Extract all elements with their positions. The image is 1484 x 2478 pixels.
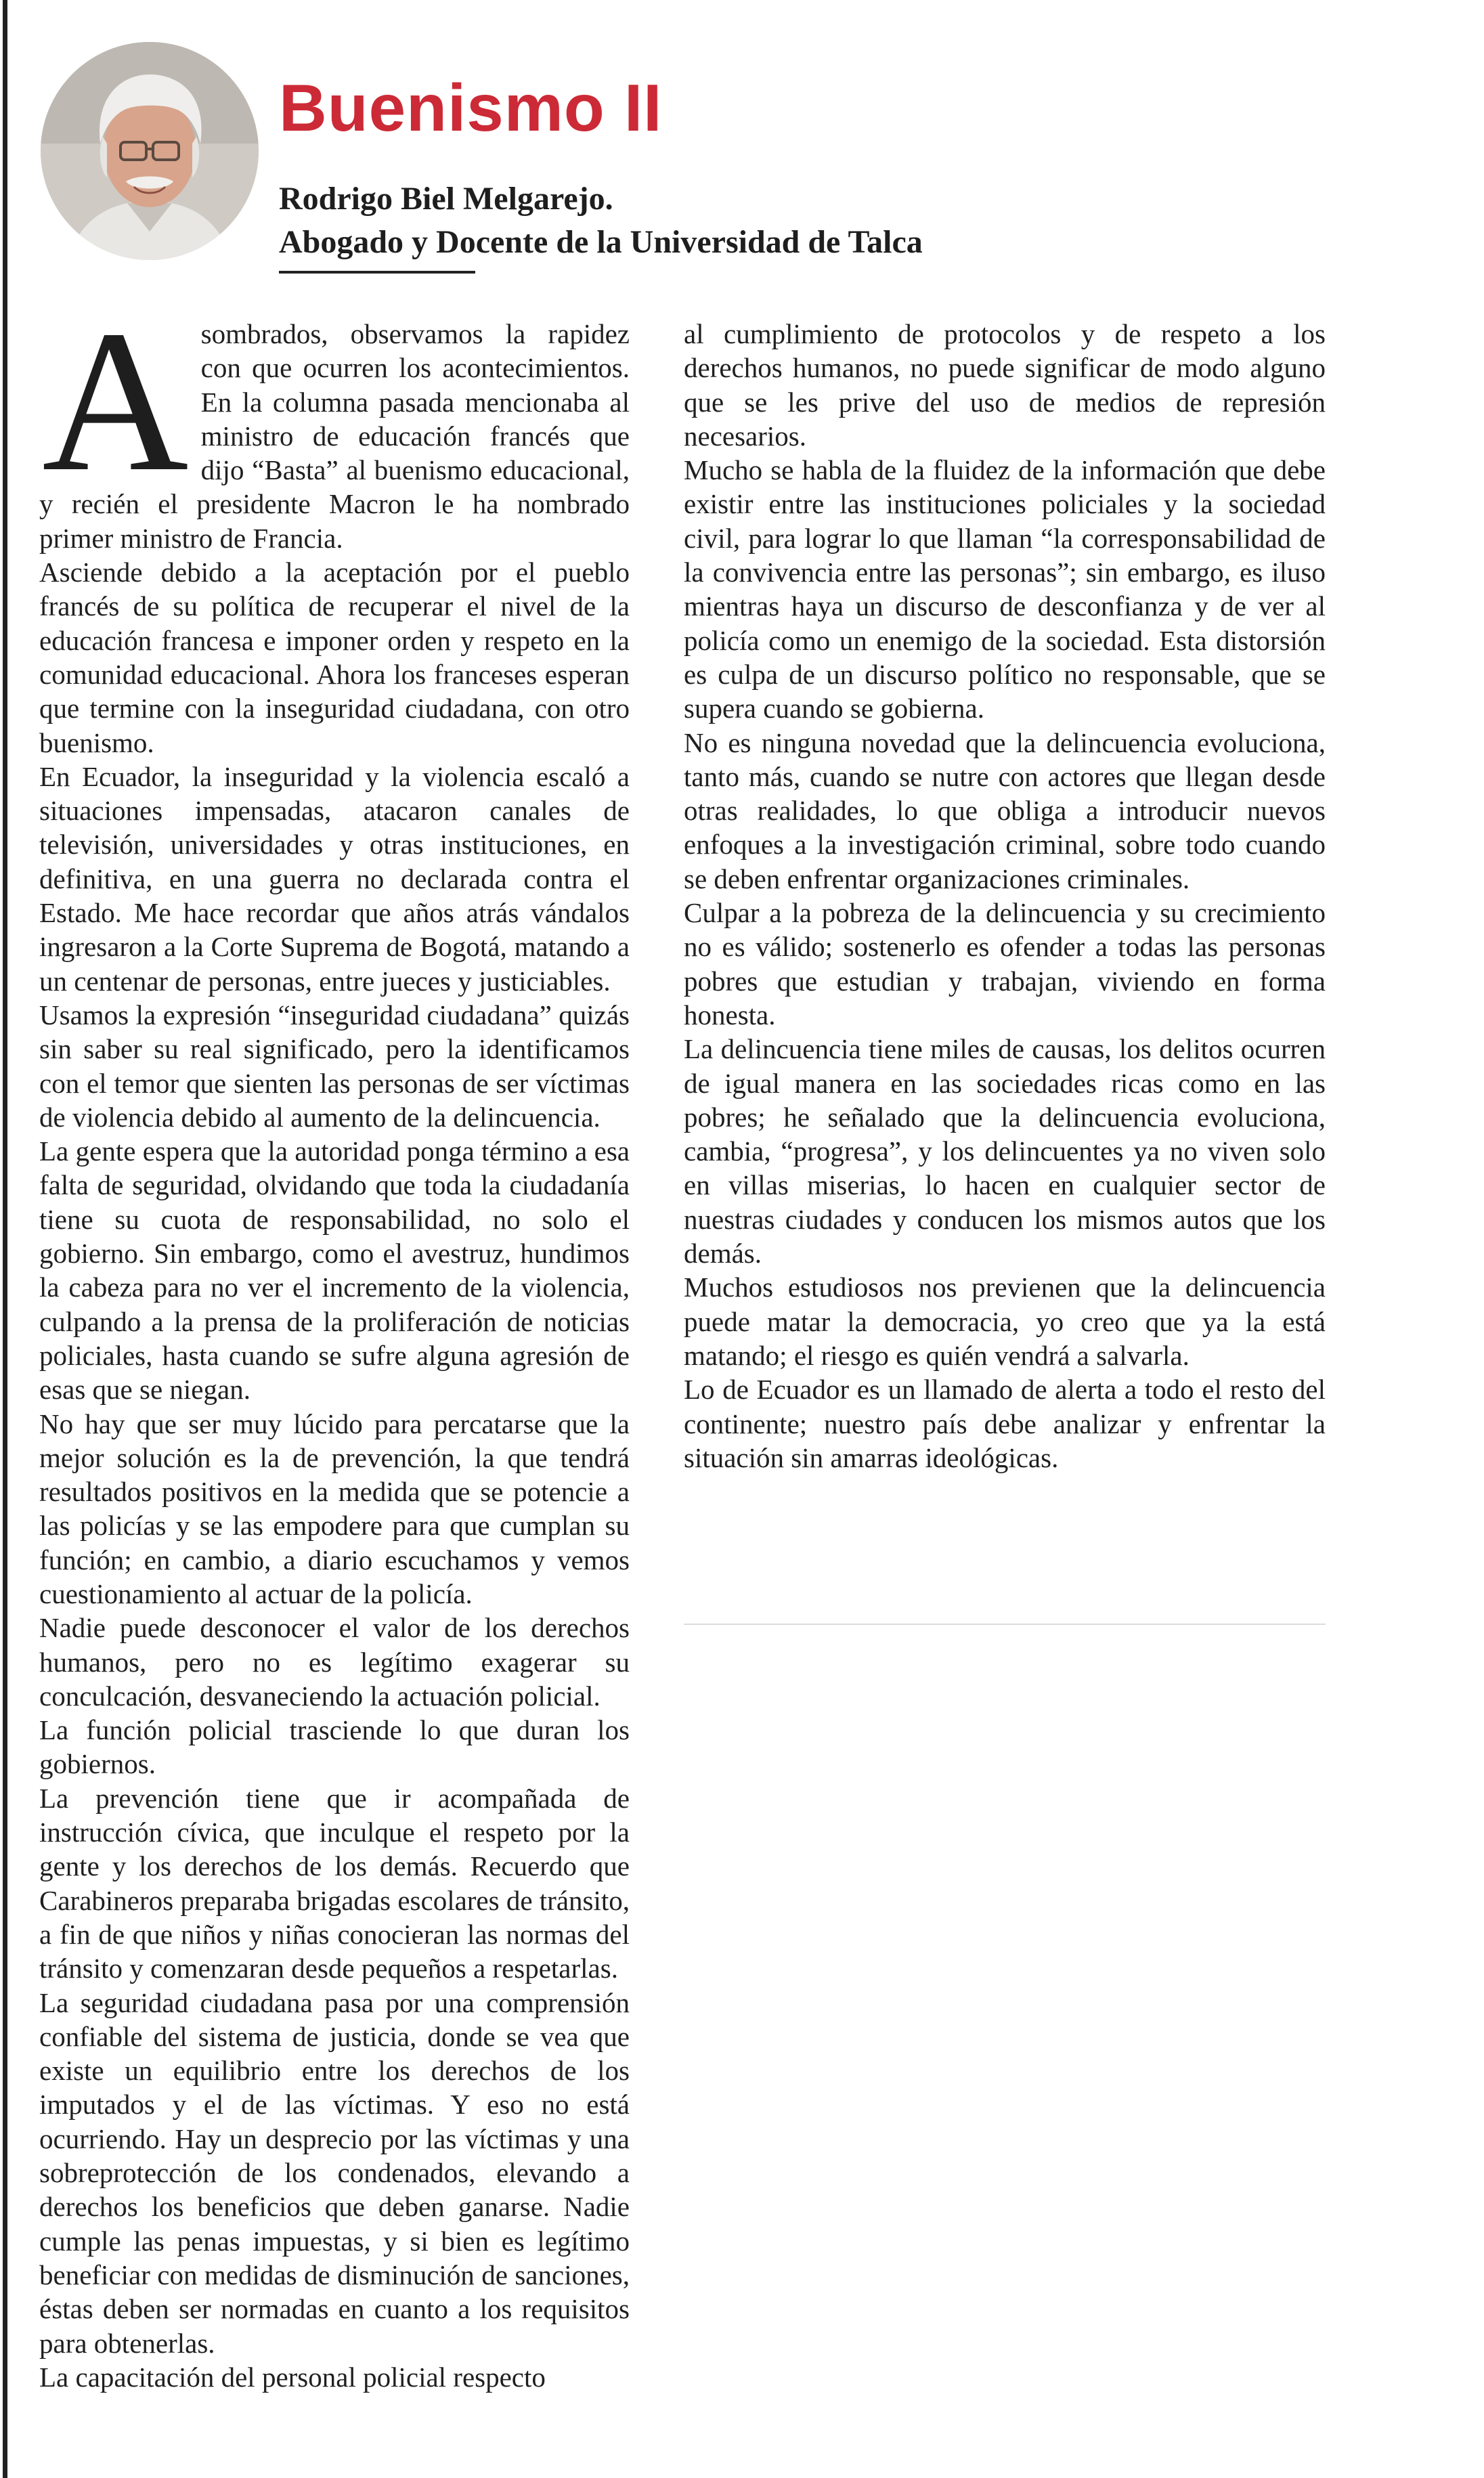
page-margin-rule	[3, 0, 7, 2478]
paragraph: Muchos estudiosos nos previenen que la delincuencia puede matar la democracia, yo creo que ya la está matando; el riesgo es quién vendrá a salvarla.	[684, 1271, 1326, 1371]
byline-divider	[279, 271, 475, 274]
paragraph: Culpar a la pobreza de la delincuencia y su crecimiento no es válido; sostenerlo es ofender a todas las personas pobres que estudian y trabajan, viviendo en forma honesta.	[684, 897, 1326, 1030]
paragraph: La capacitación del personal policial respecto	[39, 2361, 546, 2393]
paragraph: Mucho se habla de la fluidez de la información que debe existir entre las instituciones policiales y la sociedad civil, para lograr lo que llaman “la corresponsabilidad de la convivencia entre las personas”; sin embargo, es iluso mientras haya un discurso de desconfianza y de ver al policía como un enemigo de la sociedad. Esta distorsión es culpa de un discurso político no responsable, que se supera cuando se gobierna.	[684, 454, 1326, 724]
paragraph: La prevención tiene que ir acompañada de instrucción cívica, que inculque el respeto por la gente y los derechos de los demás. Recuerdo que Carabineros preparaba brigadas escolares de tránsito, a fin de que niños y niñas conocieran las normas del tránsito y comenzaran desde pequeños a respetarlas.	[39, 1782, 630, 1984]
paragraph: Asciende debido a la aceptación por el pueblo francés de su política de recuperar el nivel de la educación francesa e imponer orden y respeto en la comunidad educacional. Ahora los franceses esperan que termine con la inseguridad ciudadana, con otro buenismo.	[39, 557, 630, 758]
paragraph: La seguridad ciudadana pasa por una comprensión confiable del sistema de justicia, donde se vea que existe un equilibrio entre los derechos de los imputados y el de las víctimas. Y eso no está ocurriendo. Hay un desprecio por las víctimas y una sobreprotección de los condenados, elevando a derechos los beneficios que deben ganarse. Nadie cumple las penas impuestas, y si bien es legítimo beneficiar con medidas de disminución de sanciones, éstas deben ser normadas en cuanto a los requisitos para obtenerlas.	[39, 1986, 630, 2359]
paragraph: Lo de Ecuador es un llamado de alerta a todo el resto del continente; nuestro país debe analizar y enfrentar la situación sin amarras ideológicas.	[684, 1374, 1326, 1473]
paragraph: Usamos la expresión “inseguridad ciudadana” quizás sin saber su real significado, pero la identificamos con el temor que sienten las personas de ser víctimas de violencia debido al aumento de la delincuencia.	[39, 999, 630, 1133]
paragraph	[39, 288, 630, 555]
paragraph-text: sombrados, observamos la rapidez con que ocurren los acontecimientos. En la columna pasada mencionaba al ministro de educación francés que dijo “Basta” al buenismo educacional, y recién el presidente Macron le ha nombrado primer ministro de Francia.	[39, 318, 630, 554]
paragraph: La función policial trasciende lo que duran los gobiernos.	[39, 1714, 630, 1780]
article-byline	[279, 177, 923, 264]
paragraph: al cumplimiento de protocolos y de respeto a los derechos humanos, no puede significar de modo alguno que se les prive del uso de medios de represión necesarios.	[684, 318, 1326, 452]
article-column-left	[39, 288, 630, 2394]
author-name: Rodrigo Biel Melgarejo.	[279, 181, 613, 217]
author-role: Abogado y Docente de la Universidad de Talca	[279, 224, 923, 260]
author-portrait-icon	[41, 42, 259, 260]
paragraph: En Ecuador, la inseguridad y la violencia escaló a situaciones impensadas, atacaron canales de televisión, universidades y otras instituciones, en definitiva, en una guerra no declarada contra el Estado. Me hace recordar que años atrás vándalos ingresaron a la Corte Suprema de Bogotá, matando a un centenar de personas, entre jueces y justiciables.	[39, 760, 630, 997]
paragraph: Nadie puede desconocer el valor de los derechos humanos, pero no es legítimo exagerar su conculcación, desvaneciendo la actuación policial.	[39, 1612, 630, 1712]
paragraph: No hay que ser muy lúcido para percatarse que la mejor solución es la de prevención, la que tendrá resultados positivos en la medida que se potencie a las policías y se las empodere para que cumplan su función; en cambio, a diario escuchamos y vemos cuestionamiento al actuar de la policía.	[39, 1408, 630, 1609]
article-column-right	[684, 317, 1326, 1475]
author-avatar	[41, 42, 259, 260]
article-end-divider	[684, 1624, 1326, 1625]
paragraph: La delincuencia tiene miles de causas, los delitos ocurren de igual manera en las sociedades ricas como en las pobres; he señalado que la delincuencia evoluciona, cambia, “progresa”, y los delincuentes ya no viven solo en villas miserias, lo hacen en cualquier sector de nuestras ciudades y conducen los mismos autos que los demás.	[684, 1033, 1326, 1269]
paragraph: No es ninguna novedad que la delincuencia evoluciona, tanto más, cuando se nutre con actores que llegan desde otras realidades, lo que obliga a introducir nuevos enfoques a la investigación criminal, sobre todo cuando se deben enfrentar organizaciones criminales.	[684, 726, 1326, 894]
paragraph: La gente espera que la autoridad ponga término a esa falta de seguridad, olvidando que toda la ciudadanía tiene su cuota de responsabilidad, no solo el gobierno. Sin embargo, como el avestruz, hundimos la cabeza para no ver el incremento de la violencia, culpando a la prensa de la proliferación de noticias policiales, hasta cuando se sufre alguna agresión de esas que se niegan.	[39, 1135, 630, 1406]
drop-cap: A	[42, 288, 189, 513]
article-title: Buenismo II	[279, 70, 663, 145]
